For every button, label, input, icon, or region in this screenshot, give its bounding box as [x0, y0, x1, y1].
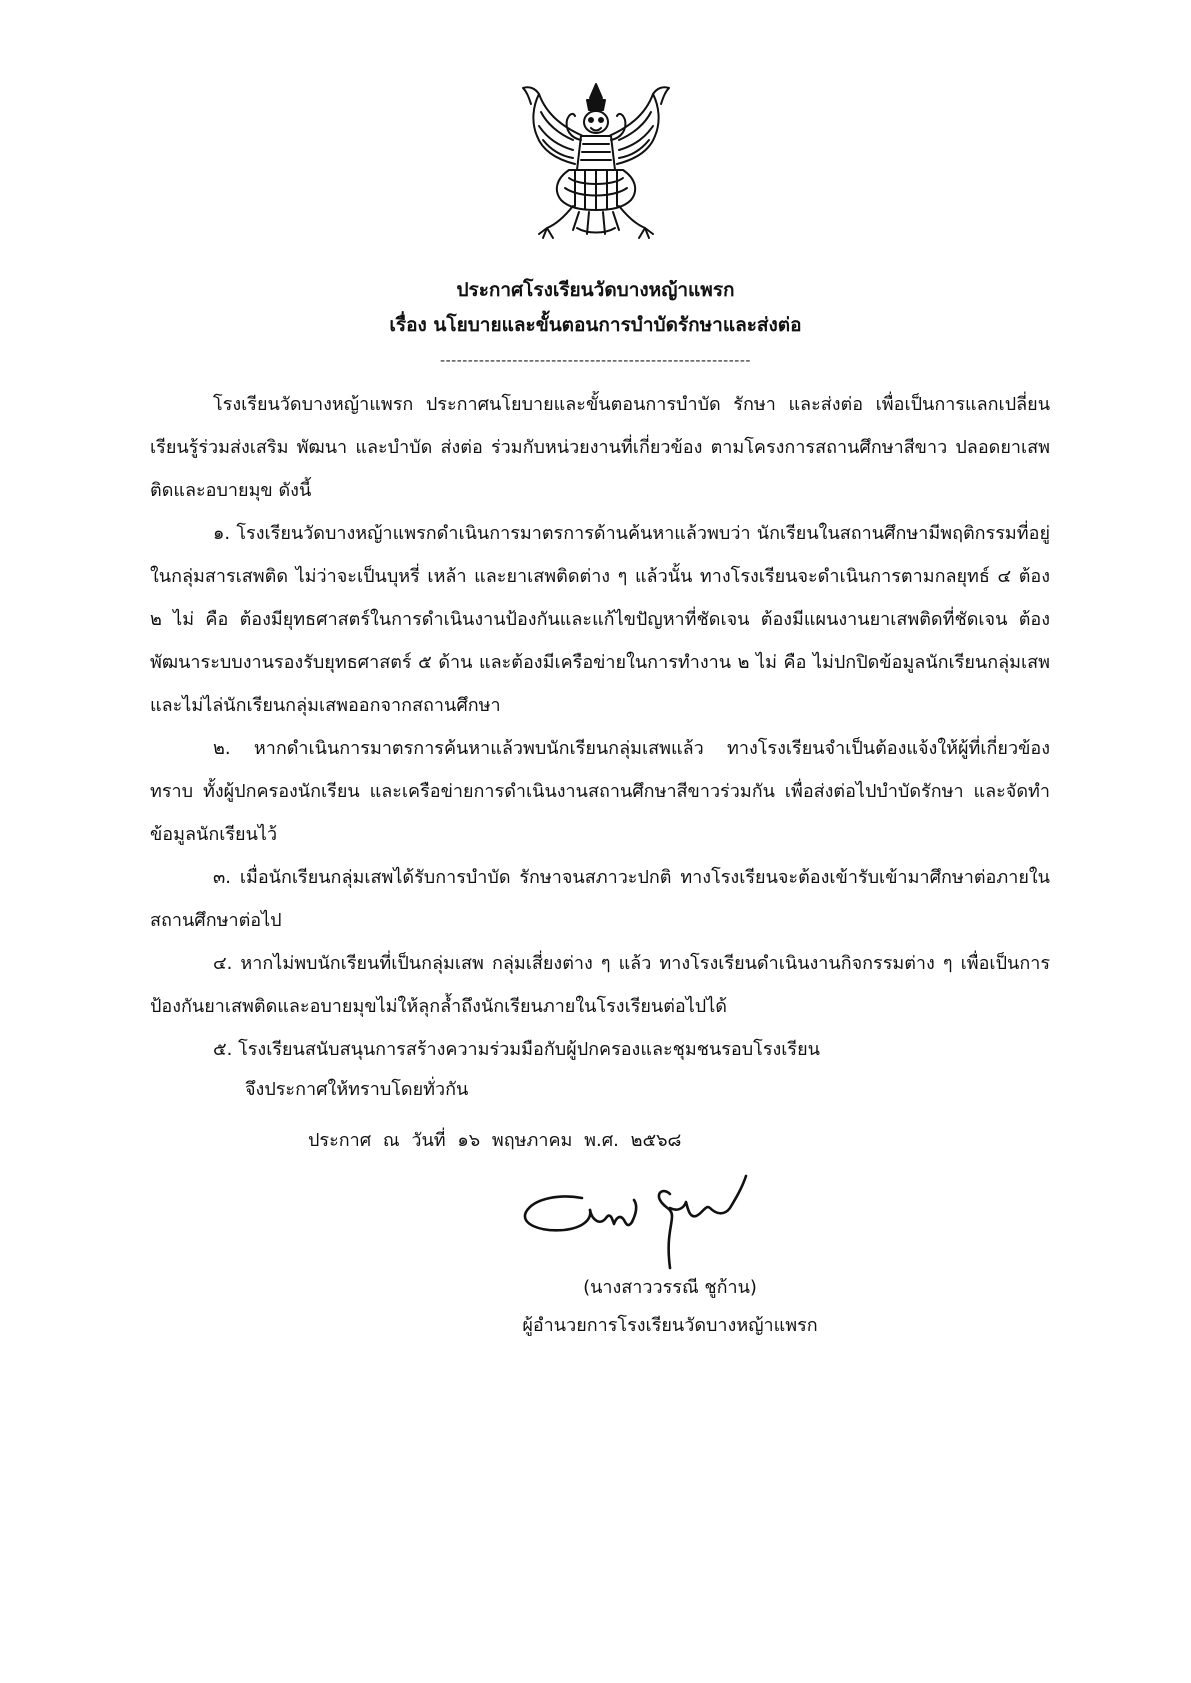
- signer-name: (นางสาววรรณี ชูก้าน): [583, 1277, 757, 1298]
- policy-item-4: ๔. หากไม่พบนักเรียนที่เป็นกลุ่มเสพ กลุ่มเสี่ยงต่าง ๆ แล้ว ทางโรงเรียนดำเนินงานกิจกรรมต่าง ๆ เพื่อเป็นการป้องกันยาเสพติดและอบายมุขไม่ให้ลุกล้ำถึงนักเรียนภายในโรงเรียนต่อไปได้: [150, 953, 1050, 1017]
- policy-item-3: ๓. เมื่อนักเรียนกลุ่มเสพได้รับการบำบัด รักษาจนสภาวะปกติ ทางโรงเรียนจะต้องเข้ารับเข้ามาศึกษาต่อภายในสถานศึกษาต่อไป: [150, 867, 1050, 931]
- announcement-body: [150, 383, 1050, 1071]
- title-divider: --------------------------------------------------------: [440, 353, 751, 369]
- intro-paragraph: โรงเรียนวัดบางหญ้าแพรก ประกาศนโยบายและขั้นตอนการบำบัด รักษา และส่งต่อ เพื่อเป็นการแลกเปลี่ยนเรียนรู้ร่วมส่งเสริม พัฒนา และบำบัด ส่งต่อ ร่วมกับหน่วยงานที่เกี่ยวข้อง ตามโครงการสถานศึกษาสีขาว ปลอดยาเสพติดและอบายมุข ดังนี้: [150, 394, 1050, 501]
- policy-item-2: ๒. หากดำเนินการมาตรการค้นหาแล้วพบนักเรียนกลุ่มเสพแล้ว ทางโรงเรียนจำเป็นต้องแจ้งให้ผู้ที่เกี่ยวข้องทราบ ทั้งผู้ปกครองนักเรียน และเครือข่ายการดำเนินงานสถานศึกษาสีขาวร่วมกัน เพื่อส่งต่อไปบำบัดรักษา และจัดทำข้อมูลนักเรียนไว้: [150, 738, 1050, 845]
- announcement-date: ประกาศ ณ วันที่ ๑๖ พฤษภาคม พ.ศ. ๒๕๖๘: [308, 1130, 682, 1151]
- closing-statement: จึงประกาศให้ทราบโดยทั่วกัน: [245, 1079, 469, 1100]
- garuda-emblem-icon: [517, 78, 675, 250]
- announcement-title: ประกาศโรงเรียนวัดบางหญ้าแพรก: [456, 279, 735, 301]
- policy-item-5: ๕. โรงเรียนสนับสนุนการสร้างความร่วมมือกับผู้ปกครองและชุมชนรอบโรงเรียน: [213, 1039, 820, 1060]
- announcement-subject: เรื่อง นโยบายและขั้นตอนการบำบัดรักษาและส่งต่อ: [389, 314, 802, 336]
- signer-position: ผู้อำนวยการโรงเรียนวัดบางหญ้าแพรก: [522, 1315, 818, 1336]
- policy-item-1: ๑. โรงเรียนวัดบางหญ้าแพรกดำเนินการมาตรการด้านค้นหาแล้วพบว่า นักเรียนในสถานศึกษามีพฤติกรรมที่อยู่ในกลุ่มสารเสพติด ไม่ว่าจะเป็นบุหรี่ เหล้า และยาเสพติดต่าง ๆ แล้วนั้น ทางโรงเรียนจะดำเนินการตามกลยุทธ์ ๔ ต้อง ๒ ไม่ คือ ต้องมียุทธศาสตร์ในการดำเนินงานป้องกันและแก้ไขปัญหาที่ชัดเจน ต้องมีแผนงานยาเสพติดที่ชัดเจน ต้องพัฒนาระบบงานรองรับยุทธศาสตร์ ๕ ด้าน และต้องมีเครือข่ายในการทำงาน ๒ ไม่ คือ ไม่ปกปิดข้อมูลนักเรียนกลุ่มเสพ และไม่ไล่นักเรียนกลุ่มเสพออกจากสถานศึกษา: [150, 523, 1050, 716]
- handwritten-signature-icon: [520, 1168, 815, 1273]
